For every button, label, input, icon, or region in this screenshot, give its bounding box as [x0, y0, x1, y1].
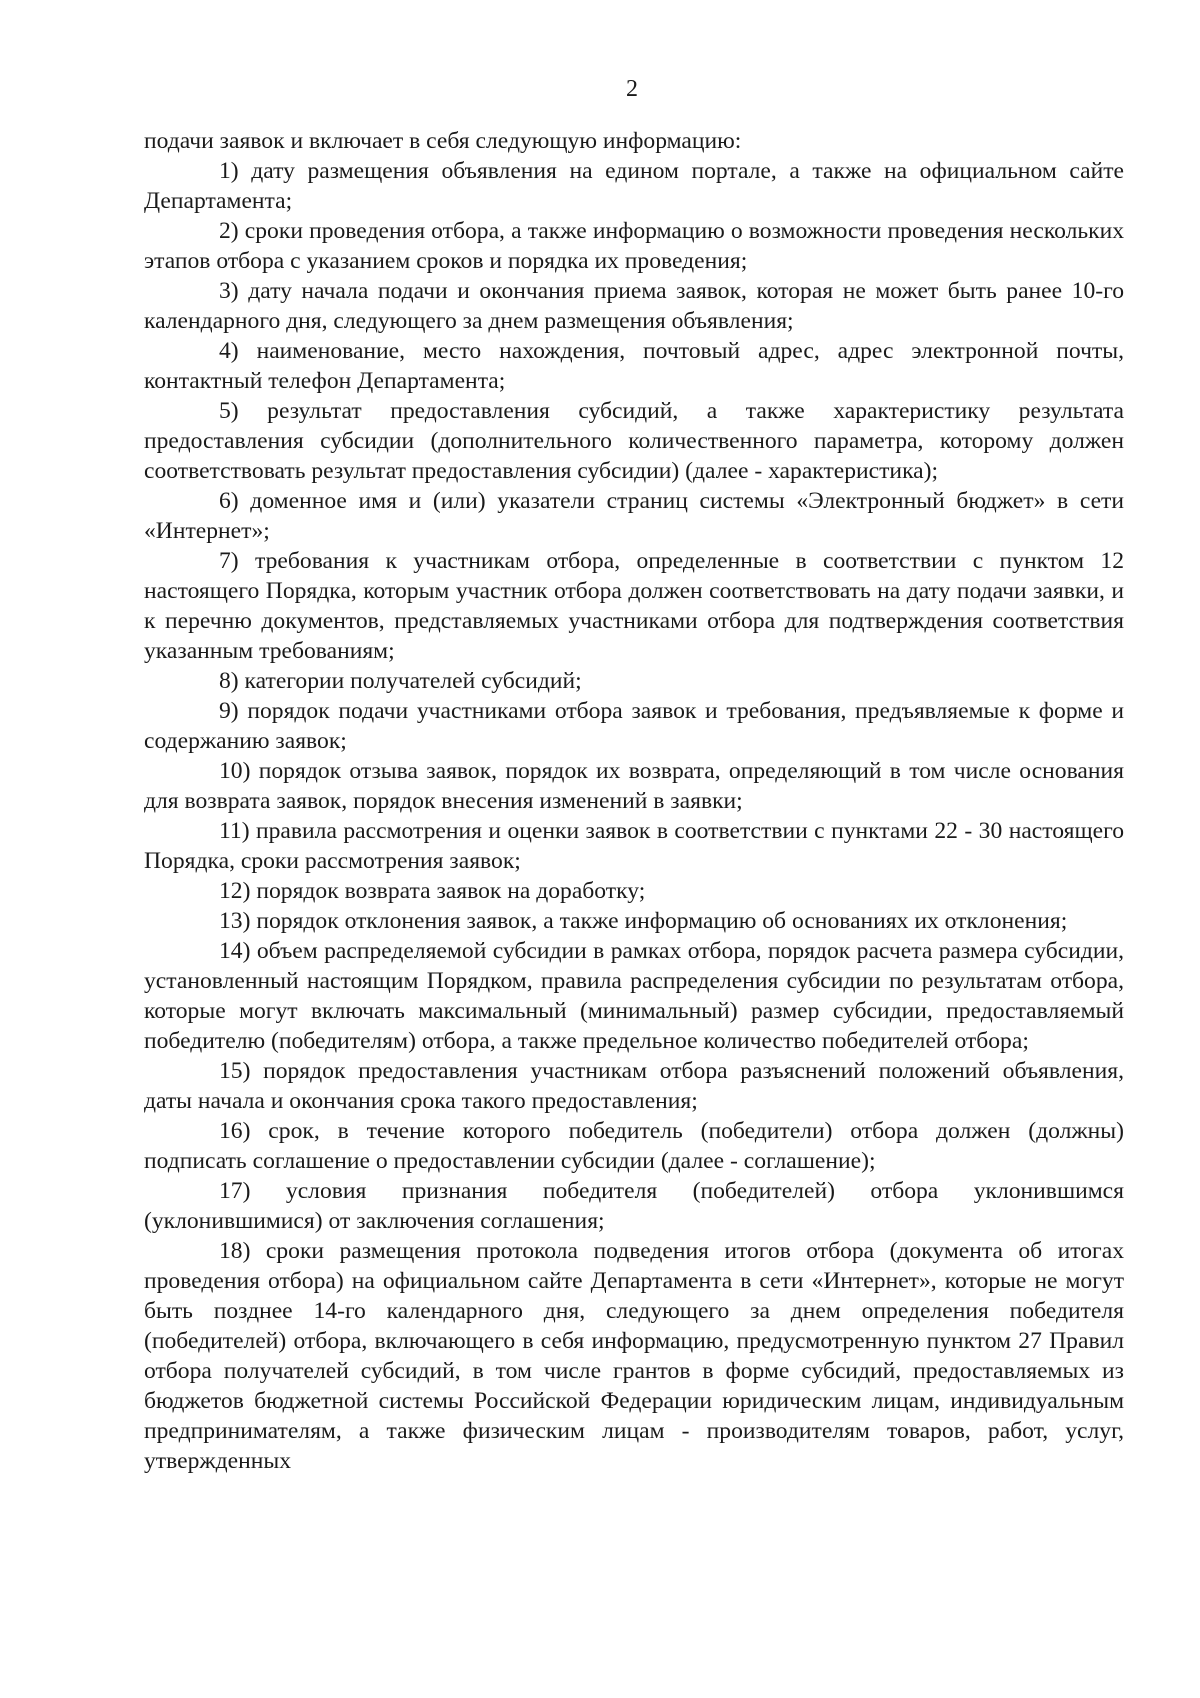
lead-paragraph: подачи заявок и включает в себя следующую информацию: — [144, 128, 742, 154]
list-item-18: 18) сроки размещения протокола подведения итогов отбора (документа об итогах проведения отбора) на официальном сайте Департамента в сети «Интернет», которые не могут быть позднее 14-го календарного дня, следующего за днем определения победителя (победителей) отбора, включающего в себя информацию, предусмотренную пунктом 27 Правил отбора получателей субсидий, в том числе грантов в форме субсидий, предоставляемых из бюджетов бюджетной системы Российской Федерации юридическим лицам, индивидуальным предпринимателям, а также физическим лицам - производителям товаров, работ, услуг, утвержденных — [144, 1238, 1124, 1474]
list-item-8: 8) категории получателей субсидий; — [219, 668, 582, 694]
list-item-7: 7) требования к участникам отбора, определенные в соответствии с пунктом 12 настоящего Порядка, которым участник отбора должен соответствовать на дату подачи заявки, и к перечню документов, представляемых участниками отбора для подтверждения соответствия указанным требованиям; — [144, 548, 1124, 664]
list-item-13: 13) порядок отклонения заявок, а также информацию об основаниях их отклонения; — [219, 908, 1068, 934]
list-item-5: 5) результат предоставления субсидий, а также характеристику результата предоставления субсидии (дополнительного количественного параметра, которому должен соответствовать результат предоставления субсидии) (далее - характеристика); — [144, 398, 1124, 484]
list-item-16: 16) срок, в течение которого победитель (победители) отбора должен (должны) подписать соглашение о предоставлении субсидии (далее - соглашение); — [144, 1118, 1124, 1174]
list-item-17: 17) условия признания победителя (победителей) отбора уклонившимся (уклонившимися) от заключения соглашения; — [144, 1178, 1124, 1234]
list-item-11: 11) правила рассмотрения и оценки заявок в соответствии с пунктами 22 - 30 настоящего Порядка, сроки рассмотрения заявок; — [144, 818, 1124, 874]
list-item-2: 2) сроки проведения отбора, а также информацию о возможности проведения нескольких этапов отбора с указанием сроков и порядка их проведения; — [144, 218, 1124, 274]
list-item-4: 4) наименование, место нахождения, почтовый адрес, адрес электронной почты, контактный телефон Департамента; — [144, 338, 1124, 394]
page-number: 2 — [626, 76, 638, 102]
list-item-1: 1) дату размещения объявления на едином портале, а также на официальном сайте Департамента; — [144, 158, 1124, 214]
document-body — [144, 126, 1124, 1476]
list-item-10: 10) порядок отзыва заявок, порядок их возврата, определяющий в том числе основания для возврата заявок, порядок внесения изменений в заявки; — [144, 758, 1124, 814]
list-item-9: 9) порядок подачи участниками отбора заявок и требования, предъявляемые к форме и содержанию заявок; — [144, 698, 1124, 754]
list-item-14: 14) объем распределяемой субсидии в рамках отбора, порядок расчета размера субсидии, установленный настоящим Порядком, правила распределения субсидии по результатам отбора, которые могут включать максимальный (минимальный) размер субсидии, предоставляемый победителю (победителям) отбора, а также предельное количество победителей отбора; — [144, 938, 1124, 1054]
list-item-6: 6) доменное имя и (или) указатели страниц системы «Электронный бюджет» в сети «Интернет»; — [144, 488, 1124, 544]
list-item-15: 15) порядок предоставления участникам отбора разъяснений положений объявления, даты начала и окончания срока такого предоставления; — [144, 1058, 1124, 1114]
list-item-12: 12) порядок возврата заявок на доработку; — [219, 878, 646, 904]
list-item-3: 3) дату начала подачи и окончания приема заявок, которая не может быть ранее 10-го календарного дня, следующего за днем размещения объявления; — [144, 278, 1124, 334]
